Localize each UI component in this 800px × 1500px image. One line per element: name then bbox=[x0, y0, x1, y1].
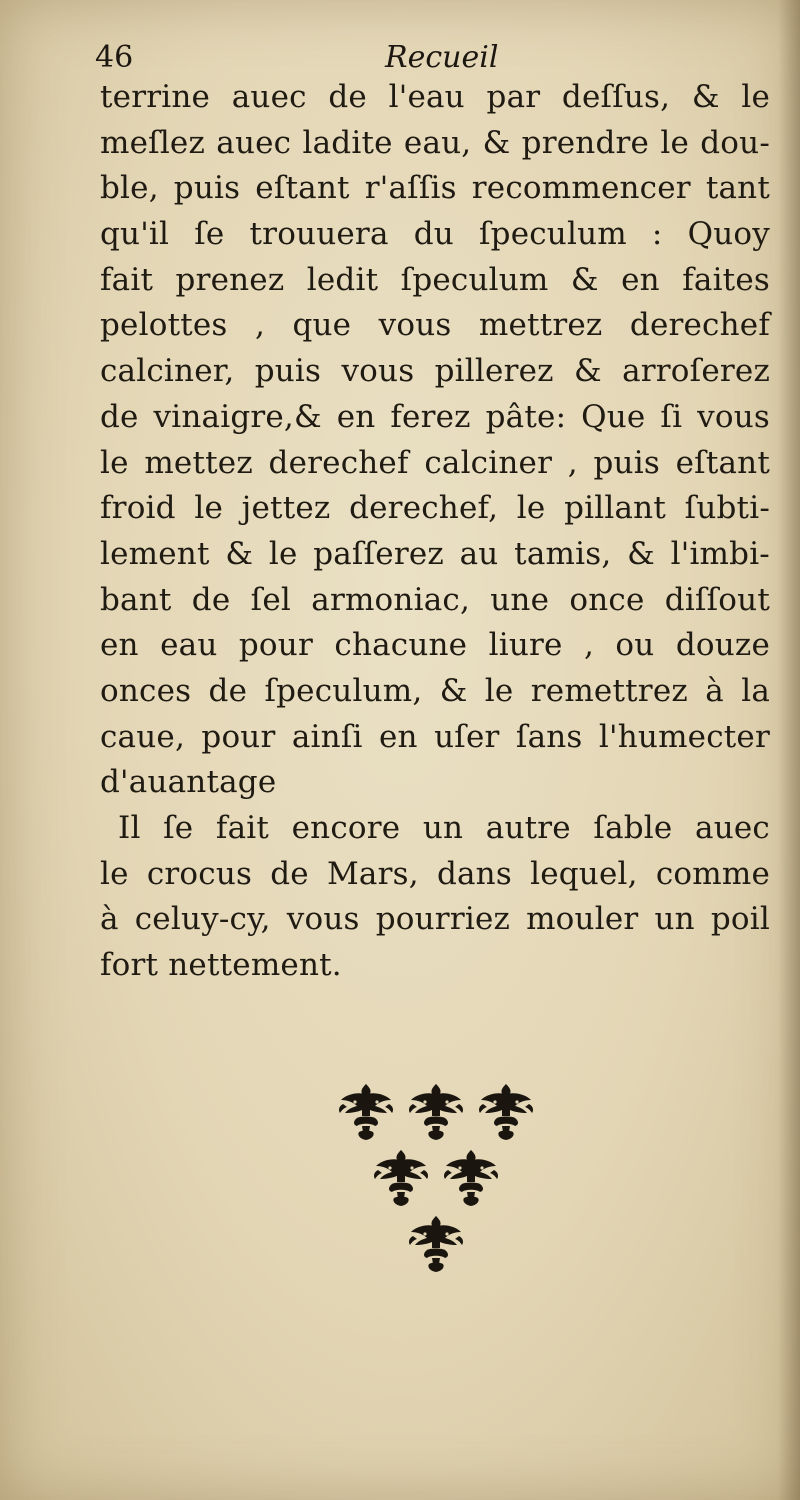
body-text bbox=[100, 75, 770, 989]
text-line: onces de ſpeculum, & le remettrez à la bbox=[100, 672, 770, 709]
fleuron-icon bbox=[335, 1080, 397, 1142]
text-line: caue, pour ainſi en uſer ſans l'humecter bbox=[100, 718, 770, 755]
fleuron-cul-de-lampe-icon bbox=[335, 1080, 545, 1280]
paragraph-first-line: Il ſe fait encore un autre ſable auec bbox=[118, 810, 770, 846]
text-line: bant de ſel armoniac, une once diſſout bbox=[100, 581, 770, 618]
text-line: fait prenez ledit ſpeculum & en faites bbox=[100, 261, 770, 298]
text-line: fort nettement. bbox=[100, 947, 342, 984]
fleuron-icon bbox=[405, 1080, 467, 1142]
text-line: en eau pour chacune liure , ou douze bbox=[100, 627, 770, 664]
page-number: 46 bbox=[95, 40, 134, 75]
fleuron-icon bbox=[475, 1080, 537, 1142]
text-line: calciner, puis vous pillerez & arroſerez bbox=[100, 353, 770, 390]
text-line: le mettez derechef calciner , puis eſtant bbox=[100, 444, 770, 481]
text-line: lement & le paſſerez au tamis, & l'imbi- bbox=[100, 535, 770, 572]
running-title: Recueil bbox=[385, 40, 499, 75]
text-line: pelottes , que vous mettrez derechef bbox=[100, 307, 770, 344]
text-line: terrine auec de l'eau par deſſus, & le bbox=[100, 79, 770, 115]
text-line: de vinaigre,& en ferez pâte: Que ſi vous bbox=[100, 398, 770, 435]
text-line: meſlez auec ladite eau, & prendre le dou- bbox=[100, 124, 770, 161]
fleuron-icon bbox=[440, 1146, 502, 1208]
text-line: qu'il ſe trouuera du ſpeculum : Quoy bbox=[100, 216, 770, 253]
text-line: le crocus de Mars, dans lequel, comme bbox=[100, 855, 770, 892]
text-line: froid le jettez derechef, le pillant ſubti- bbox=[100, 490, 770, 527]
text-line: ble, puis eſtant r'aſſis recommencer tant bbox=[100, 170, 770, 207]
fleuron-icon bbox=[370, 1146, 432, 1208]
text-line: d'auantage bbox=[100, 764, 277, 801]
fleuron-icon bbox=[405, 1212, 467, 1274]
text-line: à celuy-cy, vous pourriez mouler un poil bbox=[100, 901, 770, 938]
